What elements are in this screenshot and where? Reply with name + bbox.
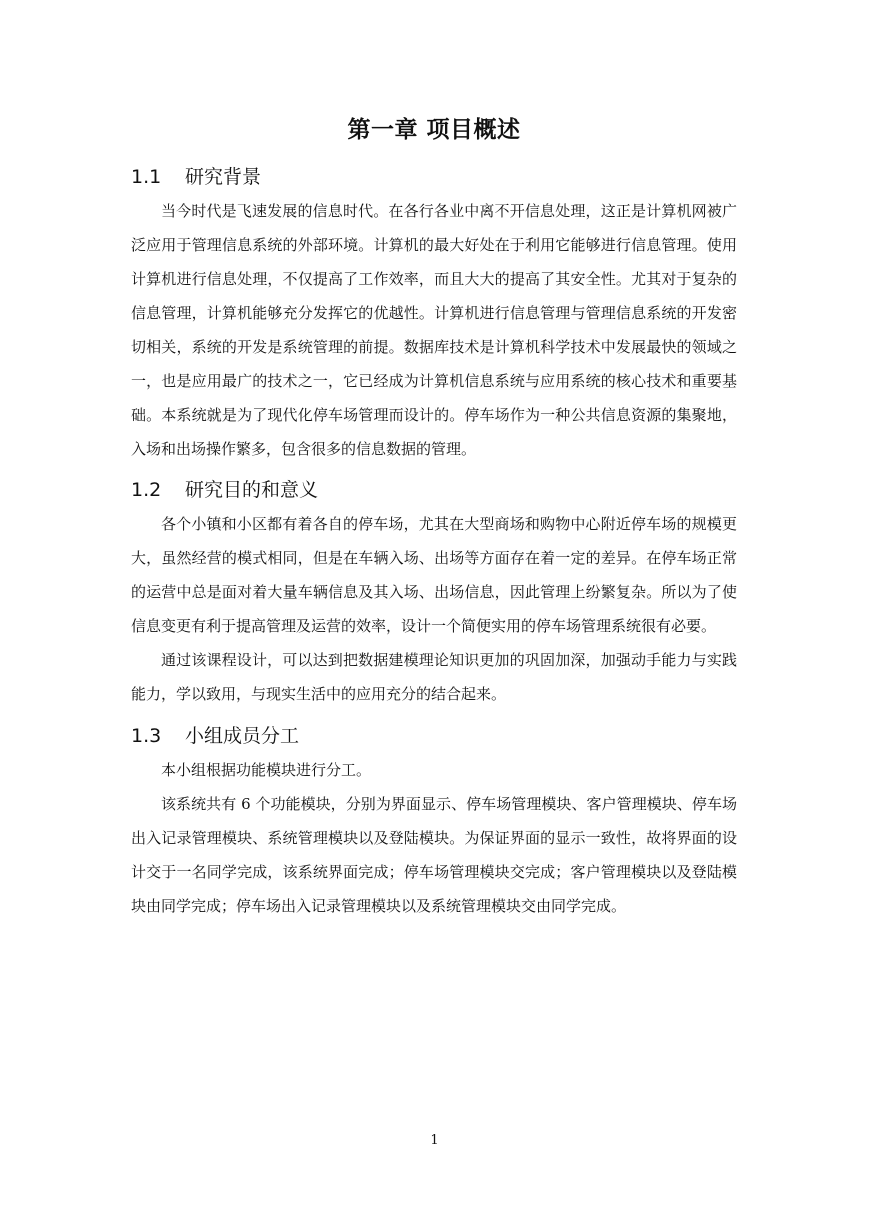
chapter-title: 第一章 项目概述 bbox=[347, 117, 521, 143]
section-title: 小组成员分工 bbox=[185, 725, 300, 747]
section-number: 1.3 bbox=[131, 725, 162, 747]
page-number: 1 bbox=[430, 1133, 439, 1148]
document-content bbox=[131, 112, 737, 923]
section-number: 1.2 bbox=[131, 479, 162, 501]
section-number: 1.1 bbox=[131, 166, 162, 188]
section-research-background bbox=[131, 160, 737, 466]
section-purpose-significance bbox=[131, 473, 737, 711]
body-paragraph: 该系统共有 6 个功能模块，分别为界面显示、停车场管理模块、客户管理模块、停车场出入记录管理模块、系统管理模块以及登陆模块。为保证界面的显示一致性，故将界面的设计交于一名同学完成，该系统界面完成；停车场管理模块交完成；客户管理模块以及登陆模块由同学完成；停车场出入记录管理模块以及系统管理模块交由同学完成。 bbox=[131, 795, 737, 915]
section-heading bbox=[131, 719, 737, 753]
section-heading bbox=[131, 160, 737, 194]
body-paragraph: 各个小镇和小区都有着各自的停车场，尤其在大型商场和购物中心附近停车场的规模更大，虽然经营的模式相同，但是在车辆入场、出场等方面存在着一定的差异。在停车场正常的运营中总是面对着大量车辆信息及其入场、出场信息，因此管理上纷繁复杂。所以为了使信息变更有利于提高管理及运营的效率，设计一个简便实用的停车场管理系统很有必要。 bbox=[131, 515, 737, 635]
section-heading bbox=[131, 473, 737, 507]
section-title: 研究目的和意义 bbox=[185, 479, 319, 501]
body-paragraph: 当今时代是飞速发展的信息时代。在各行各业中离不开信息处理，这正是计算机网被广泛应用于管理信息系统的外部环境。计算机的最大好处在于利用它能够进行信息管理。使用计算机进行信息处理，不仅提高了工作效率，而且大大的提高了其安全性。尤其对于复杂的信息管理，计算机能够充分发挥它的优越性。计算机进行信息管理与管理信息系统的开发密切相关，系统的开发是系统管理的前提。数据库技术是计算机科学技术中发展最快的领域之一，也是应用最广的技术之一，它已经成为计算机信息系统与应用系统的核心技术和重要基础。本系统就是为了现代化停车场管理而设计的。停车场作为一种公共信息资源的集聚地，入场和出场操作繁多，包含很多的信息数据的管理。 bbox=[131, 202, 737, 458]
body-paragraph: 通过该课程设计，可以达到把数据建模理论知识更加的巩固加深，加强动手能力与实践能力，学以致用，与现实生活中的应用充分的结合起来。 bbox=[131, 651, 737, 703]
section-title: 研究背景 bbox=[185, 166, 262, 188]
body-paragraph: 本小组根据功能模块进行分工。 bbox=[161, 761, 372, 779]
section-team-division bbox=[131, 719, 737, 923]
